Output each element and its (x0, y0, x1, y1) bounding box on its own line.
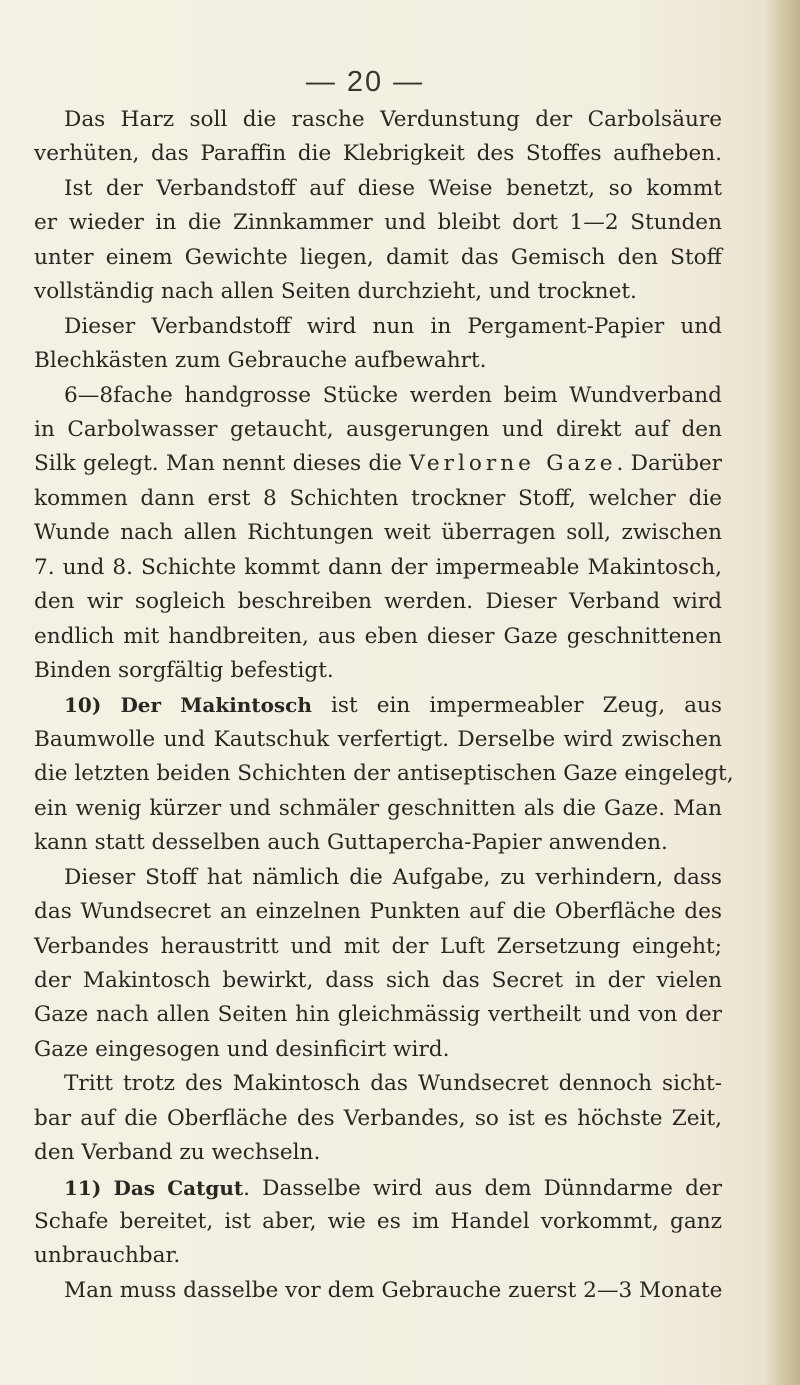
text-line: Ist der Verbandstoff auf diese Weise benetzt, so kommt (64, 175, 722, 201)
text-line: die letzten beiden Schichten der antiseptischen Gaze eingelegt, (34, 761, 734, 787)
text-line: Tritt trotz des Makintosch das Wundsecret dennoch sicht- (64, 1071, 722, 1097)
text-line: Blechkästen zum Gebrauche aufbewahrt. (34, 348, 487, 374)
text-line: endlich mit handbreiten, aus eben dieser Gaze geschnittenen (34, 623, 722, 649)
text-line: das Wundsecret an einzelnen Punkten auf die Oberfläche des (34, 899, 722, 925)
text-line: Verbandes heraustritt und mit der Luft Zersetzung eingeht; (34, 933, 722, 959)
text-line: Binden sorgfältig befestigt. (34, 658, 334, 683)
body-text (34, 103, 734, 1308)
text-segment: ist ein impermeabler Zeug, aus (311, 693, 722, 719)
text-line: bar auf die Oberfläche des Verbandes, so ist es höchste Zeit, (34, 1105, 722, 1131)
text-line: kommen dann erst 8 Schichten trockner Stoff, welcher die (34, 485, 722, 511)
text-line: den Verband zu wechseln. (34, 1140, 321, 1166)
text-line: er wieder in die Zinnkammer und bleibt dort 1—2 Stunden (34, 210, 722, 236)
text-line: Wunde nach allen Richtungen weit überragen soll, zwischen (34, 520, 722, 546)
section-heading: 10) Der Makintosch (64, 693, 312, 718)
text-line: in Carbolwasser getaucht, ausgerungen und direkt auf den (34, 416, 722, 442)
text-line (34, 447, 722, 481)
text-line: Baumwolle und Kautschuk verfertigt. Derselbe wird zwischen (34, 726, 722, 752)
text-line (34, 1171, 722, 1205)
text-line: Gaze nach allen Seiten hin gleichmässig vertheilt und von der (34, 1002, 722, 1028)
text-line: 7. und 8. Schichte kommt dann der impermeable Makintosch, (34, 554, 722, 580)
text-line: vollständig nach allen Seiten durchzieht, und trocknet. (34, 279, 637, 305)
text-segment: Silk gelegt. Man nennt dieses die (34, 451, 410, 477)
text-line: kann statt desselben auch Guttapercha-Papier anwenden. (34, 830, 668, 856)
text-line: den wir sogleich beschreiben werden. Dieser Verband wird (34, 589, 722, 615)
text-line: Gaze eingesogen und desinficirt wird. (34, 1036, 450, 1062)
text-line: Man muss dasselbe vor dem Gebrauche zuerst 2—3 Monate (64, 1277, 723, 1303)
text-line: ein wenig kürzer und schmäler geschnitten als die Gaze. Man (34, 795, 722, 821)
text-line (34, 688, 722, 722)
text-line: Das Harz soll die rasche Verdunstung der Carbolsäure (64, 107, 722, 132)
text-line: der Makintosch bewirkt, dass sich das Secret in der vielen (34, 967, 722, 993)
text-line: Dieser Verbandstoff wird nun in Pergament-Papier und (64, 313, 722, 339)
text-line: Dieser Stoff hat nämlich die Aufgabe, zu verhindern, dass (64, 864, 722, 890)
text-line: verhüten, das Paraffin die Klebrigkeit des Stoffes aufheben. (34, 141, 722, 167)
emphasized-term: Verlorne Gaze (409, 451, 617, 477)
text-line: 6—8fache handgrosse Stücke werden beim Wundverband (64, 382, 722, 408)
page-edge-shadow (766, 0, 800, 1385)
text-segment: . Darüber (616, 451, 723, 477)
text-line: unbrauchbar. (34, 1243, 181, 1269)
text-line: Schafe bereitet, ist aber, wie es im Handel vorkommt, ganz (34, 1209, 722, 1234)
section-heading: 11) Das Catgut (64, 1175, 244, 1200)
page-number: — 20 — (305, 66, 425, 98)
text-segment: . Dasselbe wird aus dem Dünndarme der (243, 1175, 722, 1201)
text-line: unter einem Gewichte liegen, damit das Gemisch den Stoff (34, 244, 722, 270)
